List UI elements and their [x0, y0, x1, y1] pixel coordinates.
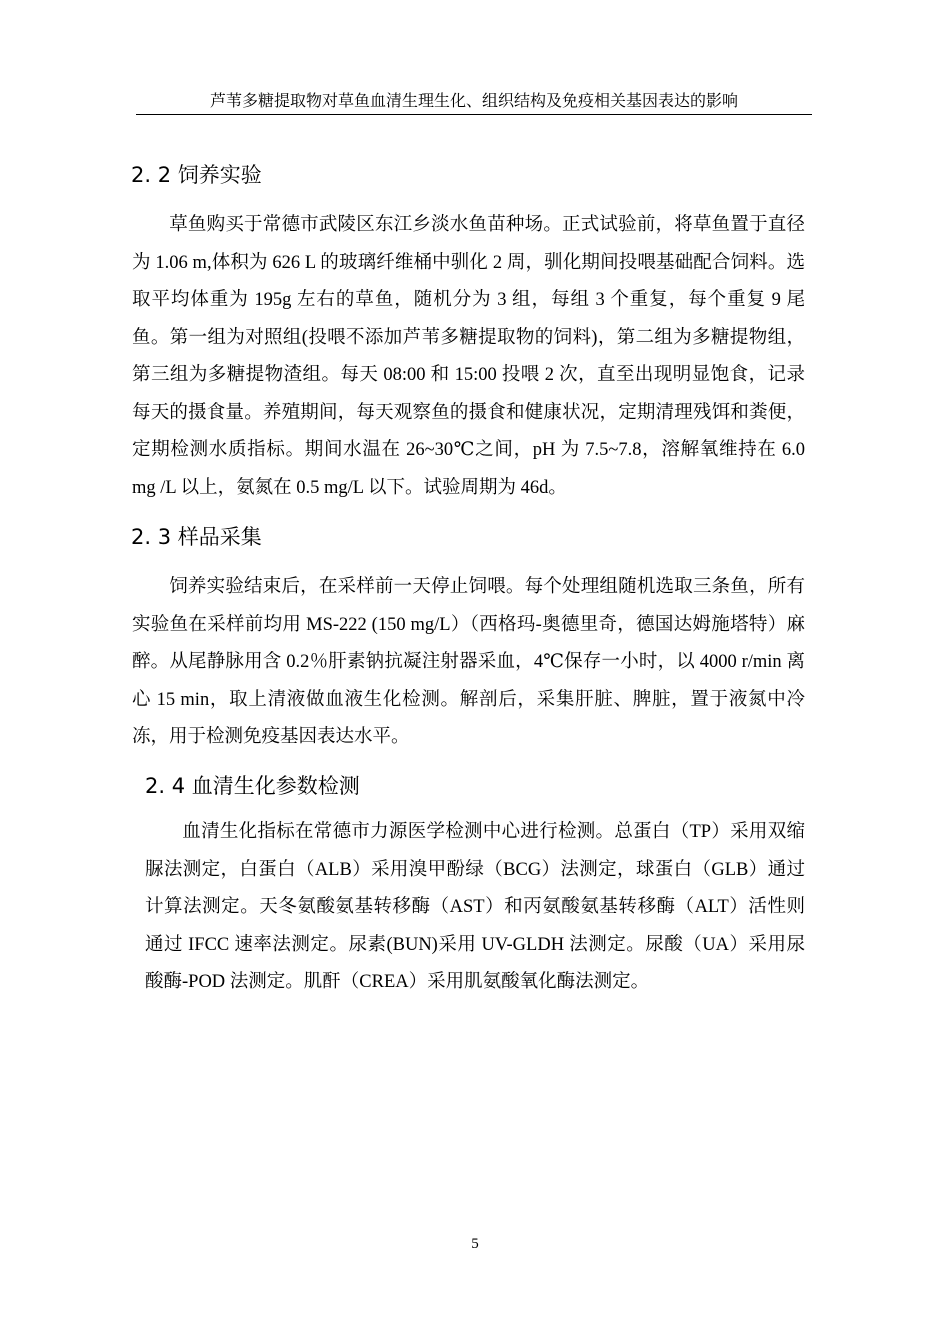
section-heading-2-4: 2. 4 血清生化参数检测 — [145, 774, 360, 798]
paragraph-text: 饲养实验结束后，在采样前一天停止饲喂。每个处理组随机选取三条鱼，所有实验鱼在采样前均用 MS-222 (150 mg/L）（西格玛-奥德里奇，德国达姆施塔特）麻醉。从尾静脉用含 0.2％肝素钠抗凝注射器采血，4℃保存一小时，以 4000 r/min 离心 15 min，取上清液做血液生化检测。解剖后，采集肝脏、脾脏，置于液氮中冷冻，用于检测免疫基因表达水平。 — [132, 577, 805, 747]
running-header: 芦苇多糖提取物对草鱼血清生理生化、组织结构及免疫相关基因表达的影响 — [209, 93, 738, 110]
section-paragraph-2-4 — [145, 814, 805, 1002]
section-paragraph-2-2 — [132, 207, 805, 507]
paragraph-text: 草鱼购买于常德市武陵区东江乡淡水鱼苗种场。正式试验前，将草鱼置于直径为 1.06 m,体积为 626 L 的玻璃纤维桶中驯化 2 周，驯化期间投喂基础配合饲料。选取平均体重为 195g 左右的草鱼，随机分为 3 组，每组 3 个重复，每个重复 9 尾鱼。第一组为对照组(投喂不添加芦苇多糖提取物的饲料)，第二组为多糖提物组，第三组为多糖提物渣组。每天 08:00 和 15:00 投喂 2 次，直至出现明显饱食，记录每天的摄食量。养殖期间，每天观察鱼的摄食和健康状况，定期清理残饵和粪便，定期检测水质指标。期间水温在 26~30℃之间，pH 为 7.5~7.8，溶解氧维持在 6.0 mg /L 以上，氨氮在 0.5 mg/L 以下。试验周期为 46d。 — [132, 215, 805, 498]
section-heading-2-2: 2. 2 饲养实验 — [131, 163, 262, 187]
paragraph-text: 血清生化指标在常德市力源医学检测中心进行检测。总蛋白（TP）采用双缩脲法测定，白蛋白（ALB）采用溴甲酚绿（BCG）法测定，球蛋白（GLB）通过计算法测定。天冬氨酸氨基转移酶（AST）和丙氨酸氨基转移酶（ALT）活性则通过 IFCC 速率法测定。尿素(BUN)采用 UV-GLDH 法测定。尿酸（UA）采用尿酸酶-POD 法测定。肌酐（CREA）采用肌氨酸氧化酶法测定。 — [145, 822, 805, 992]
section-heading-2-3: 2. 3 样品采集 — [131, 525, 262, 549]
header-divider — [136, 114, 812, 115]
page-number: 5 — [471, 1236, 479, 1252]
section-paragraph-2-3 — [132, 569, 805, 757]
